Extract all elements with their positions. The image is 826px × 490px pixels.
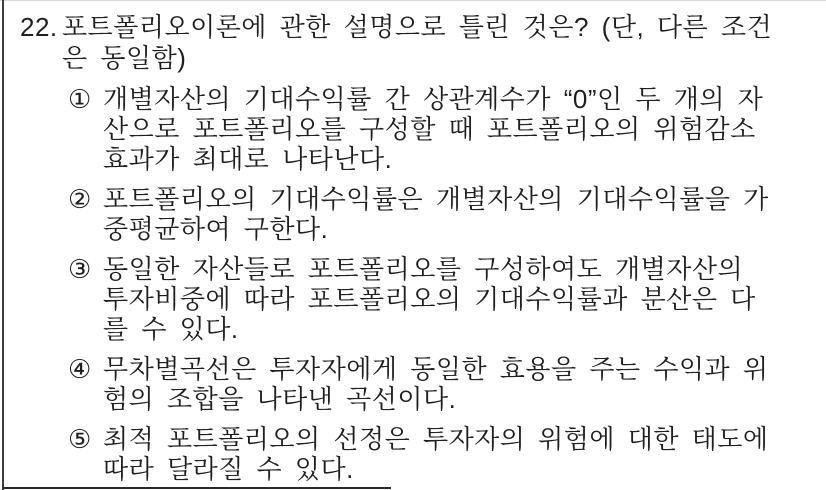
option-item-5: [0, 424, 826, 484]
option-line: 개별자산의 기대수익률 간 상관계수가 “0”인 두 개의 자: [103, 84, 764, 114]
question-number: 22.: [20, 12, 58, 42]
option-line: 를 수 있다.: [103, 314, 239, 344]
option-line: 산으로 포트폴리오를 구성할 때 포트폴리오의 위험감소: [103, 114, 756, 144]
option-text-2: [103, 184, 769, 244]
option-marker-4: ④: [68, 354, 92, 384]
option-line: 최적 포트폴리오의 선정은 투자자의 위험에 대한 태도에: [103, 424, 769, 454]
option-line: 효과가 최대로 나타난다.: [103, 144, 393, 174]
option-line: 동일한 자산들로 포트폴리오를 구성하여도 개별자산의: [103, 254, 744, 284]
option-item-4: [0, 354, 826, 414]
question-block: [0, 0, 826, 74]
option-text-5: [103, 424, 769, 484]
option-line: 험의 조합을 나타낸 곡선이다.: [103, 384, 457, 414]
left-border-line: [2, 0, 4, 490]
option-line: 따라 달라질 수 있다.: [103, 454, 354, 484]
option-line: 중평균하여 구한다.: [103, 214, 329, 244]
option-text-3: [103, 254, 756, 344]
option-marker-3: ③: [68, 254, 92, 284]
option-line: 무차별곡선은 투자자에게 동일한 효용을 주는 수익과 위: [103, 354, 769, 384]
question-line: 은 동일함): [62, 43, 187, 73]
question-text: [62, 12, 772, 74]
option-line: 포트폴리오의 기대수익률은 개별자산의 기대수익률을 가: [103, 184, 769, 214]
option-item-2: [0, 184, 826, 244]
option-text-4: [103, 354, 769, 414]
option-item-1: [0, 84, 826, 174]
option-marker-1: ①: [68, 84, 92, 114]
option-item-3: [0, 254, 826, 344]
option-marker-2: ②: [68, 184, 92, 214]
options-list: [0, 84, 826, 484]
top-border-line: [0, 0, 826, 1]
option-text-1: [103, 84, 763, 174]
bottom-border-line: [3, 487, 391, 489]
question-line: 포트폴리오이론에 관한 설명으로 틀린 것은? (단, 다른 조건: [62, 12, 773, 42]
option-line: 투자비중에 따라 포트폴리오의 기대수익률과 분산은 다: [103, 284, 756, 314]
option-marker-5: ⑤: [68, 424, 92, 454]
